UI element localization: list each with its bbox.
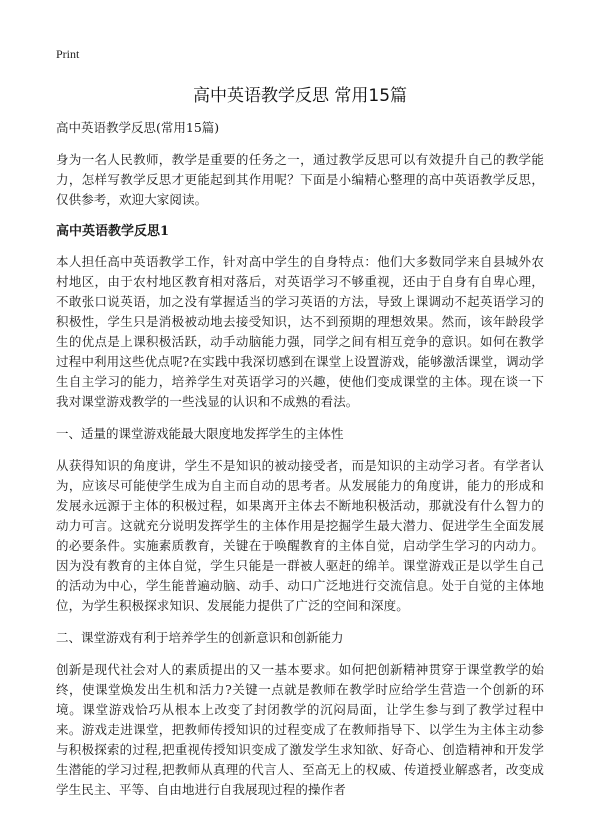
point-heading-2: 二、课堂游戏有利于培养学生的创新意识和创新能力 xyxy=(56,630,344,645)
point-heading-1: 一、适量的课堂游戏能最大限度地发挥学生的主体性 xyxy=(56,426,344,441)
body-paragraph-3: 创新是现代社会对人的素质提出的又一基本要求。如何把创新精神贯穿于课堂教学的始终，使课堂焕发出生机和活力?关键一点就是教师在教学时应给学生营造一个创新的环境。课堂游戏恰巧从根本上改变了封闭教学的沉闷局面，让学生参与到了教学过程中来。游戏走进课堂，把教师传授知识的过程变成了在教师指导下、以学生为主体主动参与积极探索的过程,把重视传授知识变成了激发学生求知欲、好奇心、创造精神和开发学生潜能的学习过程,把教师从真理的代言人、至高无上的权威、传道授业解惑者，改变成学生民主、平等、自由地进行自我展现过程的操作者 xyxy=(56,662,544,797)
section-heading: 高中英语教学反思1 xyxy=(56,224,170,239)
intro-paragraph: 身为一名人民教师，教学是重要的任务之一，通过教学反思可以有效提升自己的教学能力，怎样写教学反思才更能起到其作用呢？下面是小编精心整理的高中英语教学反思，仅供参考，欢迎大家阅读。 xyxy=(56,152,544,207)
article-subtitle: 高中英语教学反思(常用15篇) xyxy=(56,120,220,135)
print-link[interactable]: Print xyxy=(56,47,80,61)
body-paragraph-1: 本人担任高中英语教学工作，针对高中学生的自身特点：他们大多数同学来自县城外农村地区，由于农村地区教育相对落后，对英语学习不够重视，还由于自身有自卑心理，不敢张口说英语，加之没有掌握适当的学习英语的方法，导致上课调动不起英语学习的积极性，学生只是消极被动地去接受知识，达不到预期的理想效果。然而，该年龄段学生的优点是上课积极活跃，动手动脑能力强，同学之间有相互竞争的意识。如何在教学过程中利用这些优点呢?在实践中我深切感到在课堂上设置游戏，能够激活课堂，调动学生自主学习的能力，培养学生对英语学习的兴趣，使他们变成课堂的主体。现在谈一下我对课堂游戏教学的一些浅显的认识和不成熟的看法。 xyxy=(56,254,544,409)
body-paragraph-2: 从获得知识的角度讲，学生不是知识的被动接受者，而是知识的主动学习者。有学者认为，应该尽可能使学生成为自主而自动的思考者。从发展能力的角度讲，能力的形成和发展永远源于主体的积极过程，如果离开主体去不断地积极活动，那就没有什么智力的动力可言。这就充分说明发挥学生的主体作用是挖掘学生最大潜力、促进学生全面发展的必要条件。实施素质教育，关键在于唤醒教育的主体自觉，启动学生学习的内动力。因为没有教育的主体自觉，学生只能是一群被人驱赶的绵羊。课堂游戏正是以学生自己的活动为中心，学生能普遍动脑、动手、动口广泛地进行交流信息。处于自觉的主体地位，为学生积极探求知识、发展能力提供了广泛的空间和深度。 xyxy=(56,458,544,613)
article-body xyxy=(56,118,544,812)
page-title: 高中英语教学反思 常用15篇 xyxy=(192,86,408,106)
